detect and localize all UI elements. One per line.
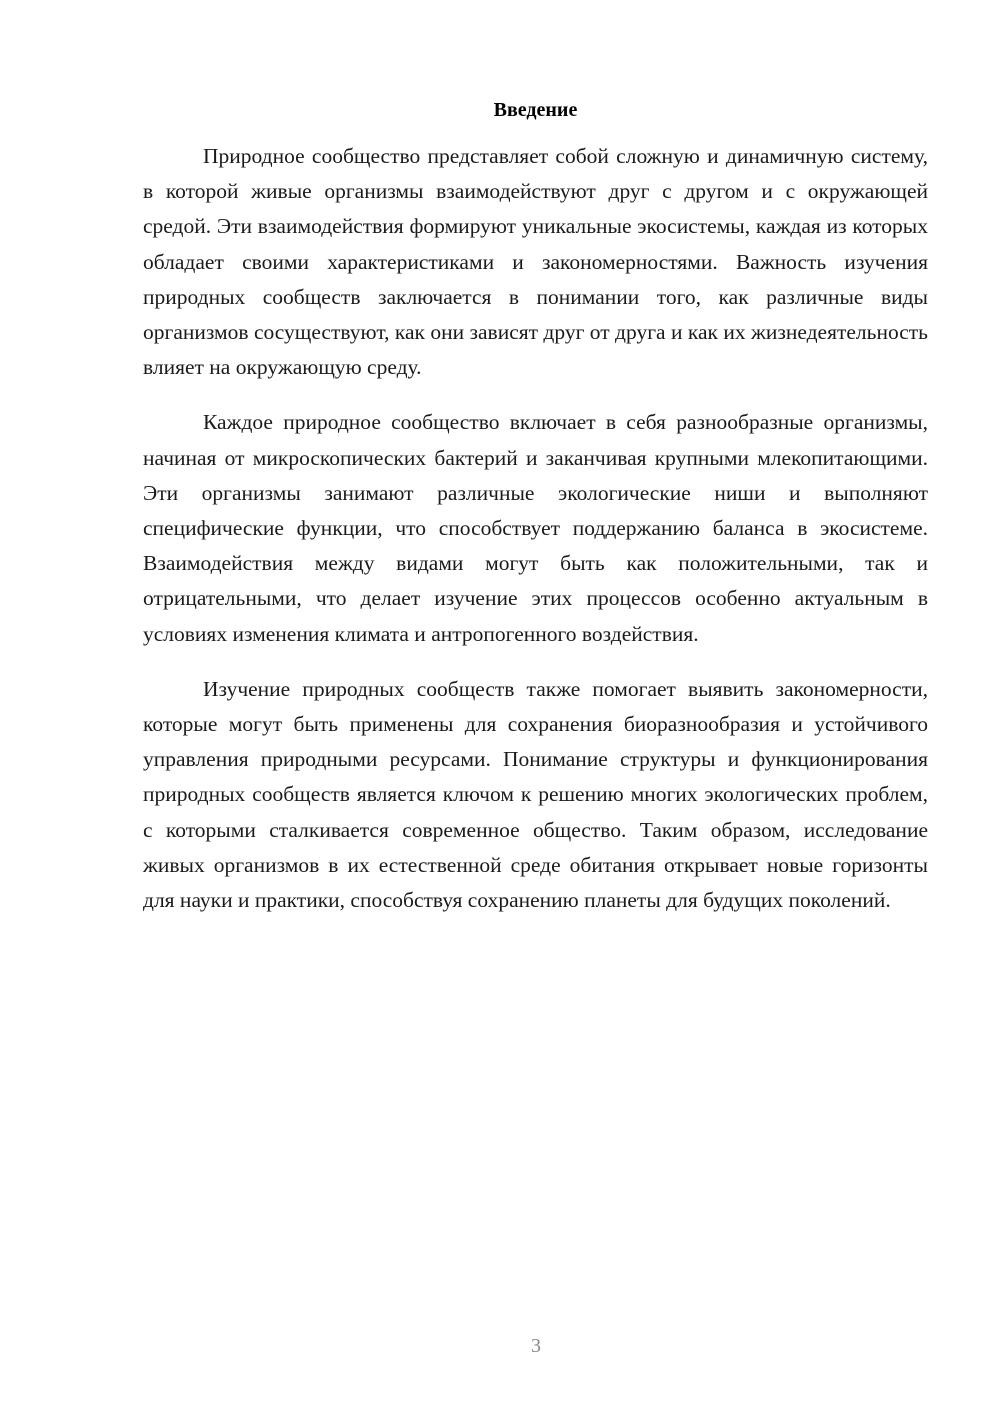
paragraph-3: Изучение природных сообществ также помогает выявить закономерности, которые могут быть применены для сохранения биоразнообразия и устойчивого управления природными ресурсами. Понимание структуры и функционирования природных сообществ является ключом к решению многих экологических проблем, с которыми сталкивается современное общество. Таким образом, исследование живых организмов в их естественной среде обитания открывает новые горизонты для науки и практики, способствуя сохранению планеты для будущих поколений. bbox=[143, 676, 928, 913]
paragraph-1: Природное сообщество представляет собой сложную и динамичную систему, в которой живые организмы взаимодействуют друг с другом и с окружающей средой. Эти взаимодействия формируют уникальные экосистемы, каждая из которых обладает своими характеристиками и закономерностями. Важность изучения природных сообществ заключается в понимании того, как различные виды организмов сосуществуют, как они зависят друг от друга и как их жизнедеятельность влияет на окружающую среду. bbox=[143, 144, 928, 380]
paragraph-2: Каждое природное сообщество включает в себя разнообразные организмы, начиная от микроскопических бактерий и заканчивая крупными млекопитающими. Эти организмы занимают различные экологические ниши и выполняют специфические функции, что способствует поддержанию баланса в экосистеме. Взаимодействия между видами могут быть как положительными, так и отрицательными, что делает изучение этих процессов особенно актуальным в условиях изменения климата и антропогенного воздействия. bbox=[143, 410, 928, 646]
section-title: Введение bbox=[493, 99, 578, 121]
page-number: 3 bbox=[531, 1335, 541, 1357]
page-content bbox=[143, 95, 928, 918]
